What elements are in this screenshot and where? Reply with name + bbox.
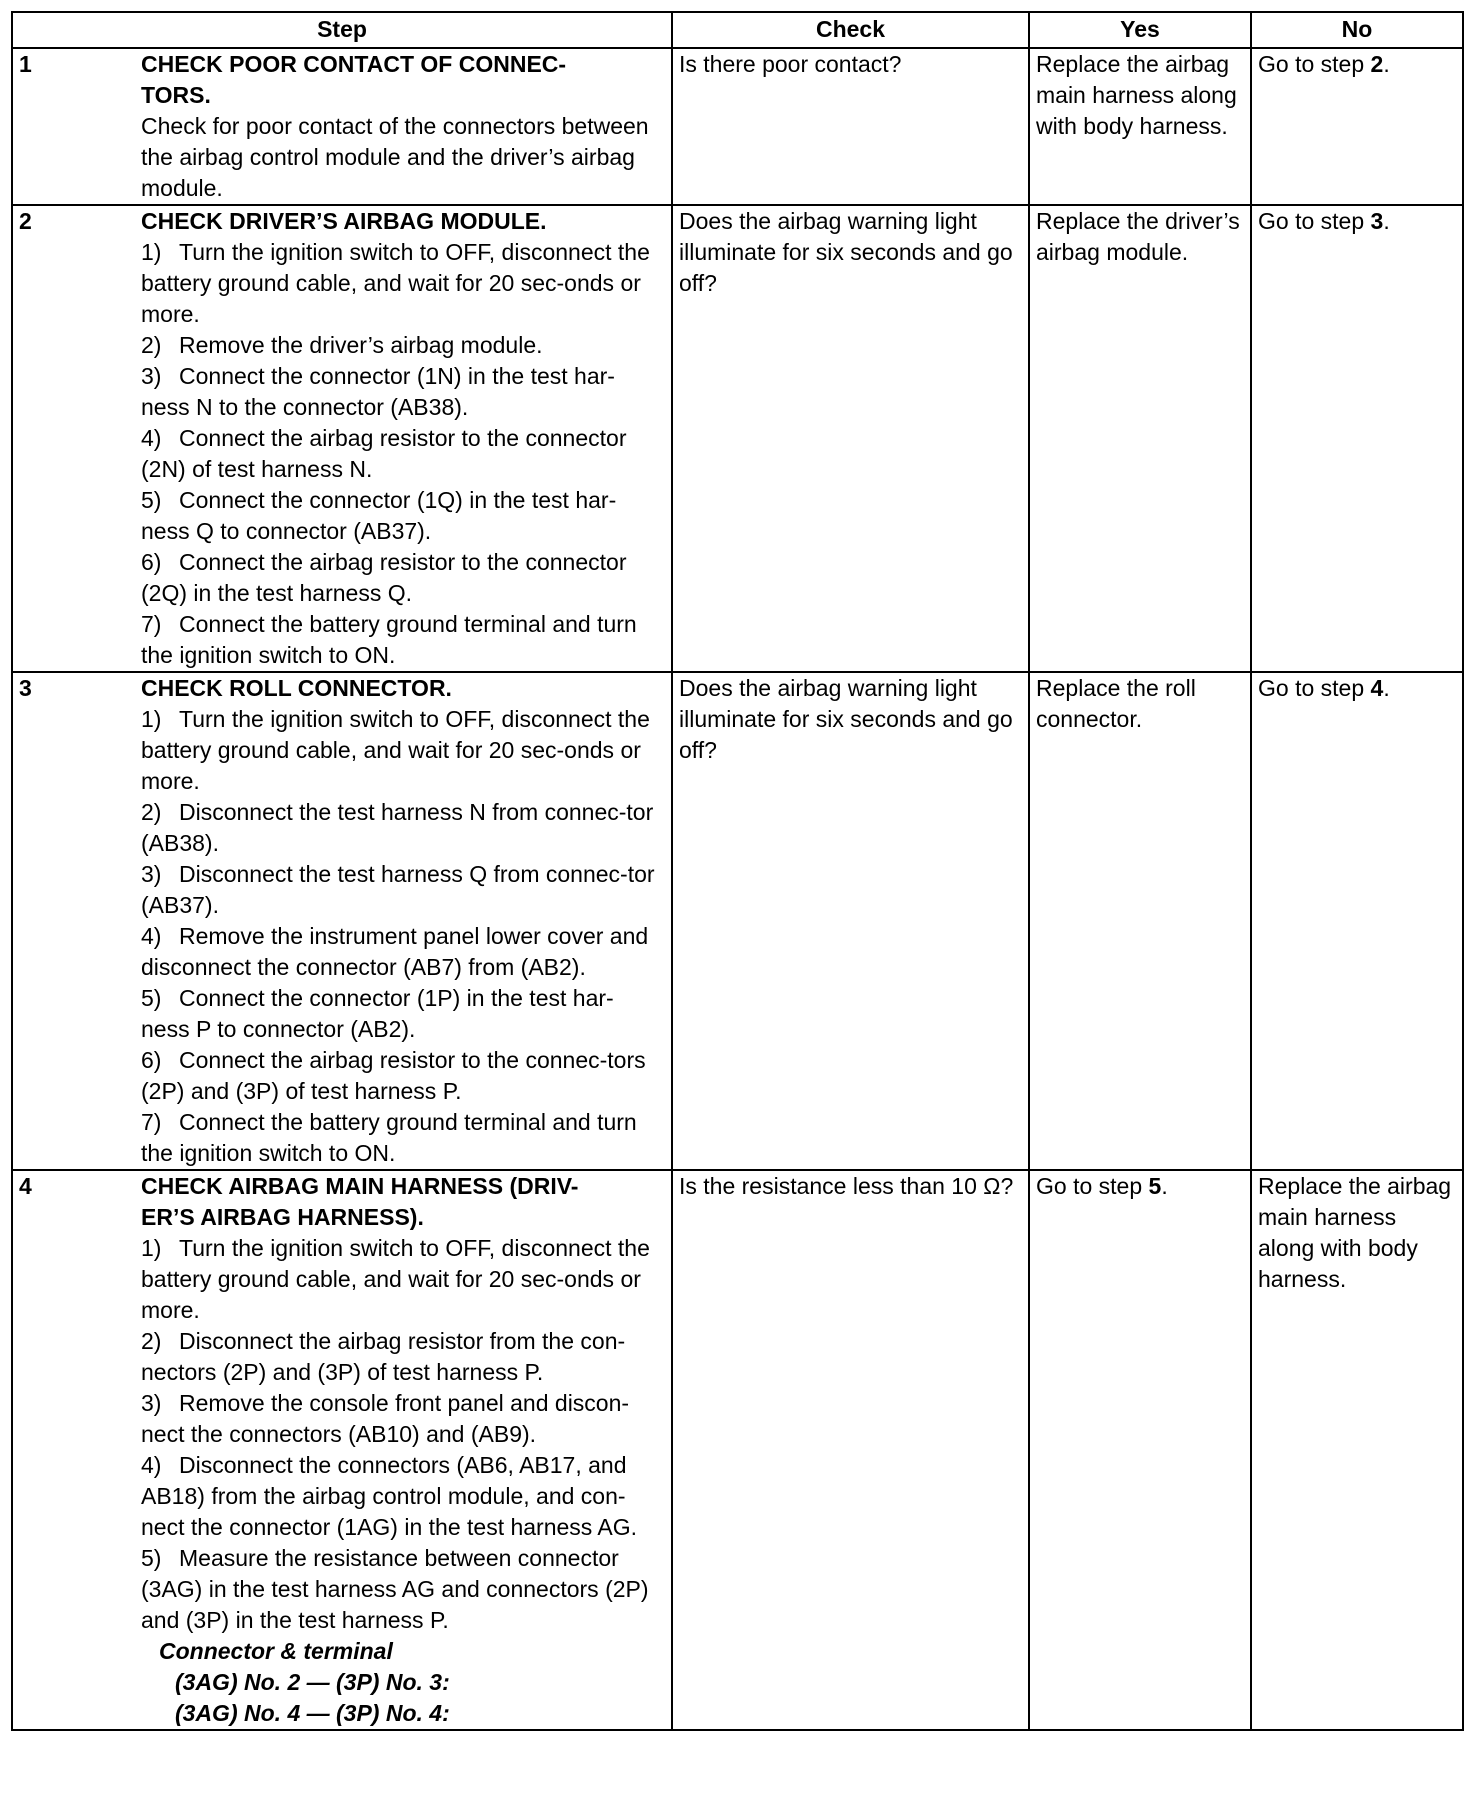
sub-step-text: Remove the console front panel and discon-nect the connectors (AB10) and (AB9). [141,1390,630,1447]
step-reference: 4 [1370,675,1384,701]
step-body [141,673,665,1169]
step-number: 3 [19,675,32,701]
sub-step-text: Connect the connector (1P) in the test har-ness P to connector (AB2). [141,985,614,1042]
no-cell [1251,48,1463,205]
step-number: 2 [19,208,32,234]
check-cell: Is there poor contact? [672,48,1029,205]
sub-step-number: 2) [141,1328,162,1354]
sub-step-text: Turn the ignition switch to OFF, disconnect the battery ground cable, and wait for 20 sec-onds or more. [141,706,650,794]
step-number: 4 [19,1173,32,1199]
sub-step-text: Turn the ignition switch to OFF, disconnect the battery ground cable, and wait for 20 sec-onds or more. [141,239,650,327]
step-body [141,1171,665,1729]
sub-step [141,1450,661,1543]
step-cell [12,672,672,1170]
no-text: Go to step [1258,208,1371,234]
header-yes: Yes [1029,12,1251,48]
sub-step-number: 4) [141,425,162,451]
sub-step-text: Remove the driver’s airbag module. [179,332,543,358]
sub-step [141,1543,661,1636]
sub-step-number: 1) [141,706,162,732]
step-reference: 3 [1370,208,1384,234]
yes-cell: Replace the roll connector. [1029,672,1251,1170]
yes-cell: Replace the driver’s airbag module. [1029,205,1251,672]
step-body [141,49,665,204]
sub-step [141,1045,661,1107]
step-title: CHECK ROLL CONNECTOR. [141,675,452,701]
header-row [12,12,1463,48]
step-reference: 2 [1370,51,1384,77]
sub-step [141,921,661,983]
no-suffix: . [1383,208,1390,234]
yes-cell: Replace the airbag main harness along with body harness. [1029,48,1251,205]
sub-step [141,1388,661,1450]
step-title-line: CHECK POOR CONTACT OF CONNEC- [141,51,567,77]
sub-step-number: 2) [141,799,162,825]
no-text: Go to step [1258,675,1371,701]
sub-step [141,547,661,609]
sub-step-text: Connect the connector (1N) in the test har-ness N to the connector (AB38). [141,363,615,420]
sub-step [141,423,661,485]
sub-step [141,609,661,671]
sub-step [141,1107,661,1169]
sub-step-text: Disconnect the airbag resistor from the con-nectors (2P) and (3P) of test harness P. [141,1328,626,1385]
no-cell [1251,205,1463,672]
sub-step-number: 2) [141,332,162,358]
sub-step-number: 3) [141,861,162,887]
step-body [141,206,665,671]
connector-terminal-title: Connector & terminal [159,1638,393,1664]
sub-step-text: Turn the ignition switch to OFF, disconnect the battery ground cable, and wait for 20 sec-onds or more. [141,1235,650,1323]
step-cell [12,205,672,672]
check-cell: Does the airbag warning light illuminate for six seconds and go off? [672,205,1029,672]
sub-step-text: Connect the airbag resistor to the connector (2Q) in the test harness Q. [141,549,627,606]
sub-step [141,983,661,1045]
yes-text: Go to step [1036,1173,1149,1199]
sub-step-number: 5) [141,985,162,1011]
sub-step [141,237,661,330]
connector-terminal-line: (3AG) No. 4 — (3P) No. 4: [175,1700,450,1726]
sub-step-text: Connect the airbag resistor to the connector (2N) of test harness N. [141,425,627,482]
sub-step-text: Connect the connector (1Q) in the test har-ness Q to connector (AB37). [141,487,617,544]
sub-step-number: 4) [141,1452,162,1478]
no-suffix: . [1383,675,1390,701]
step-cell [12,1170,672,1730]
header-check: Check [672,12,1029,48]
step-title-line: TORS. [141,82,211,108]
yes-cell [1029,1170,1251,1730]
check-cell: Is the resistance less than 10 Ω? [672,1170,1029,1730]
sub-step-number: 5) [141,487,162,513]
sub-step-number: 7) [141,611,162,637]
step-cell [12,48,672,205]
sub-step-text: Connect the battery ground terminal and turn the ignition switch to ON. [141,611,637,668]
sub-step-number: 7) [141,1109,162,1135]
sub-step-number: 6) [141,549,162,575]
sub-step-text: Remove the instrument panel lower cover and disconnect the connector (AB7) from (AB2). [141,923,649,980]
sub-step-number: 1) [141,1235,162,1261]
no-cell: Replace the airbag main harness along with body harness. [1251,1170,1463,1730]
sub-step-number: 4) [141,923,162,949]
sub-step [141,1326,661,1388]
sub-step-number: 3) [141,1390,162,1416]
sub-step-text: Disconnect the connectors (AB6, AB17, and AB18) from the airbag control module, and con-nect the connector (1AG) in the test harness AG. [141,1452,638,1540]
sub-step [141,330,661,361]
sub-step-number: 3) [141,363,162,389]
no-text: Go to step [1258,51,1371,77]
sub-step-text: Disconnect the test harness Q from connec-tor (AB37). [141,861,655,918]
sub-step-text: Disconnect the test harness N from connec-tor (AB38). [141,799,654,856]
table-row [12,1170,1463,1730]
step-number: 1 [19,51,32,77]
sub-step [141,1233,661,1326]
table-row [12,205,1463,672]
sub-step [141,485,661,547]
step-title [141,49,661,111]
connector-terminal-line: (3AG) No. 2 — (3P) No. 3: [175,1669,450,1695]
step-reference: 5 [1148,1173,1162,1199]
no-suffix: . [1383,51,1390,77]
sub-step-number: 6) [141,1047,162,1073]
sub-step-text: Measure the resistance between connector (3AG) in the test harness AG and connectors (2P) and (3P) in the test harness P. [141,1545,649,1633]
table-row [12,672,1463,1170]
step-description: Check for poor contact of the connectors between the airbag control module and the driver’s airbag module. [141,113,649,201]
sub-step-text: Connect the airbag resistor to the connec-tors (2P) and (3P) of test harness P. [141,1047,646,1104]
header-no: No [1251,12,1463,48]
diagnostic-steps-table [11,11,1464,1731]
step-title-line: CHECK AIRBAG MAIN HARNESS (DRIV- [141,1173,579,1199]
no-cell [1251,672,1463,1170]
sub-step [141,704,661,797]
step-title-line: ER’S AIRBAG HARNESS). [141,1204,424,1230]
sub-step [141,361,661,423]
sub-step [141,797,661,859]
header-step: Step [12,12,672,48]
sub-step [141,859,661,921]
yes-suffix: . [1161,1173,1168,1199]
sub-step-number: 5) [141,1545,162,1571]
sub-step-number: 1) [141,239,162,265]
step-title [141,1171,661,1233]
table-row [12,48,1463,205]
step-title: CHECK DRIVER’S AIRBAG MODULE. [141,208,547,234]
check-cell: Does the airbag warning light illuminate for six seconds and go off? [672,672,1029,1170]
sub-step-text: Connect the battery ground terminal and turn the ignition switch to ON. [141,1109,637,1166]
